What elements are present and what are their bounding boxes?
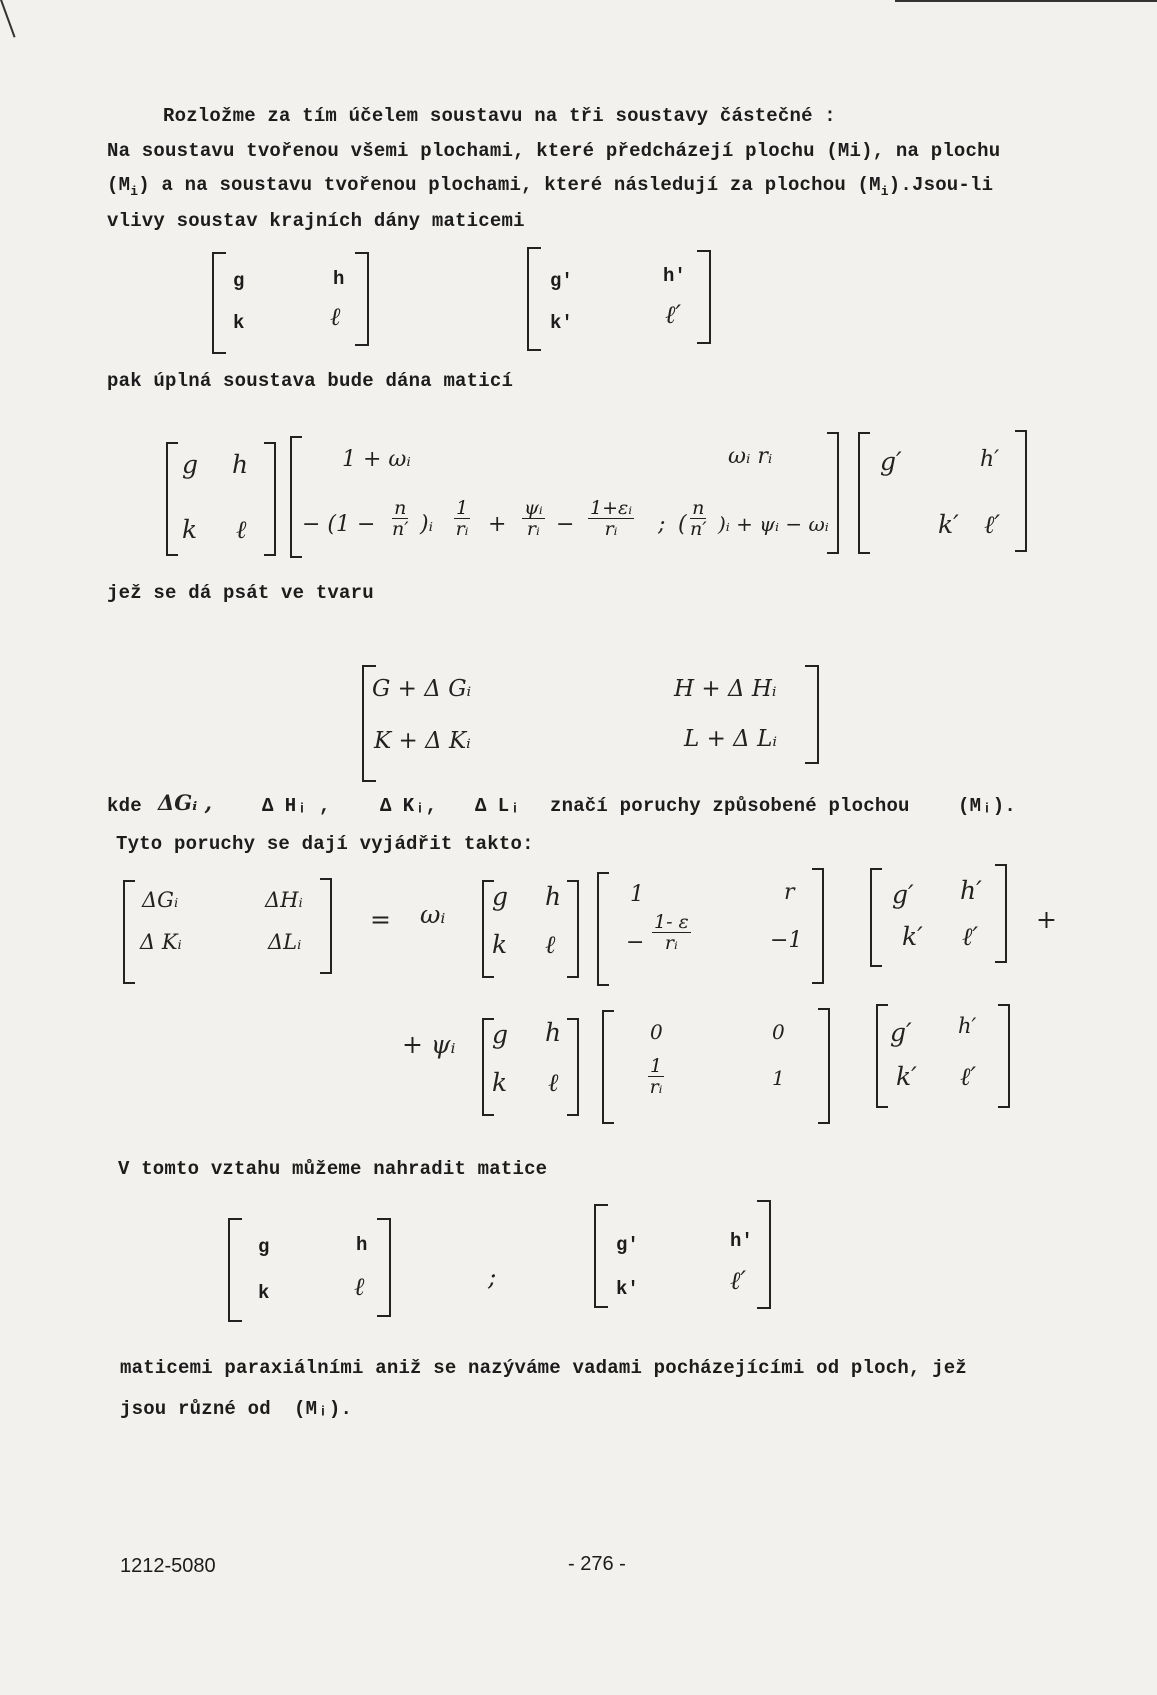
eq3-a-right-bracket (567, 880, 579, 978)
eq1-right-b-bracket (858, 432, 870, 554)
eq4-a-g: g (492, 1020, 509, 1049)
eq1-m21-post: )ᵢ (420, 512, 434, 537)
eq4-a-k: k (492, 1068, 508, 1097)
eq3-mid-right-bracket (812, 868, 824, 984)
matrix-a-g: g (233, 270, 245, 292)
eq4-mid-b: 0 (772, 1020, 785, 1044)
eq3-mid-c-minus: − (626, 930, 645, 955)
eq2-d: L + Δ Lᵢ (684, 726, 777, 752)
document-code: 1212-5080 (120, 1555, 216, 1577)
eq3-mid-a: 1 (630, 882, 644, 907)
eq3-omega: ωᵢ (420, 900, 446, 929)
eq2-a: G + Δ Gᵢ (372, 676, 472, 702)
scan-edge-corner (0, 0, 16, 38)
final-a-k: k (258, 1282, 270, 1304)
eq3-equals: = (370, 905, 391, 934)
eq1-mid-left-bracket (290, 436, 302, 558)
eq1-frac2: $\frac{\text{ψᵢ}}{\text{rᵢ}}$ (524, 497, 543, 540)
eq1-b-l: ℓ′ (984, 510, 1001, 539)
eq1-m22-frac: $\frac{n}{n'}$ (690, 497, 707, 540)
text-line-9: V tomto vztahu můžeme nahradit matice (118, 1158, 548, 1180)
eq3-mid-d: −1 (770, 928, 803, 953)
final-a-right-bracket (377, 1218, 391, 1317)
final-semicolon: ; (488, 1262, 497, 1291)
final-b-g: g′ (616, 1234, 639, 1256)
eq3-mid-left-bracket (597, 872, 609, 986)
matrix-b-h: h′ (663, 265, 686, 287)
page-number: - 276 - (568, 1553, 626, 1575)
eq1-minus: − (556, 512, 575, 537)
eq1-a-g: g (182, 450, 199, 479)
eq1-a-h: h (232, 450, 249, 479)
final-b-right-bracket (757, 1200, 771, 1309)
eq1-plus: + (488, 512, 507, 537)
def-dH: Δ Hᵢ , (262, 795, 331, 817)
eq1-frac1: $\frac{1}{\text{rᵢ}}$ (455, 497, 469, 540)
eq3-b-k: k′ (902, 922, 923, 951)
matrix-a-right-bracket (355, 252, 369, 346)
eq3-a-l: ℓ (545, 930, 556, 959)
eq2-right-bracket (805, 665, 819, 764)
final-b-l: ℓ′ (730, 1266, 747, 1295)
eq1-m22-pre: ( (678, 512, 687, 537)
eq4-b-h: h′ (958, 1014, 977, 1038)
matrix-a-l: ℓ (330, 302, 341, 331)
eq3-lhs-c: Δ Kᵢ (140, 930, 182, 954)
scan-edge-top (895, 0, 1157, 2)
eq3-lhs-left-bracket (123, 880, 135, 984)
eq1-sep: ; (658, 512, 666, 537)
matrix-b-left-bracket (527, 247, 541, 351)
text-line-11: jsou různé od (Mᵢ). (120, 1398, 353, 1420)
eq3-b-l: ℓ′ (962, 922, 979, 951)
eq3-a-g: g (492, 882, 509, 911)
eq4-a-h: h (545, 1018, 562, 1047)
matrix-b-right-bracket (697, 250, 711, 344)
text-line-10: maticemi paraxiálními aniž se nazýváme vadami pocházejícími od ploch, jež (120, 1357, 967, 1379)
text-line-7-rest: značí poruchy způsobené plochou (550, 795, 910, 817)
text-line-3: $(M_i)$ a na soustavu tvořenou plochami, které následují za plochou $(M_i).Jsou-li$ (107, 174, 994, 199)
eq3-lhs-right-bracket (320, 878, 332, 974)
eq1-b-h: h′ (980, 447, 1000, 472)
eq3-plus-end: + (1036, 905, 1057, 934)
eq1-left-a-bracket-r (264, 442, 276, 556)
text-line-8: Tyto poruchy se dají vyjádřit takto: (116, 833, 534, 855)
eq1-frac3: $\frac{\text{1+εᵢ}}{\text{rᵢ}}$ (590, 497, 633, 540)
def-dG: ΔGᵢ , (158, 790, 212, 815)
text-line-2: Na soustavu tvořenou všemi plochami, které předcházejí plochu (Mi), na plochu (107, 140, 1001, 162)
final-a-g: g (258, 1236, 270, 1258)
eq1-m12: ωᵢ rᵢ (728, 444, 773, 469)
def-Mi: (Mᵢ). (958, 795, 1017, 817)
text-line-5: pak úplná soustava bude dána maticí (107, 370, 514, 392)
eq3-b-g: g′ (892, 880, 914, 909)
eq4-b-k: k′ (896, 1062, 917, 1091)
eq3-lhs-b: ΔHᵢ (265, 888, 303, 912)
eq1-m11: 1 + ωᵢ (342, 447, 411, 472)
eq3-b-right-bracket (995, 864, 1007, 963)
matrix-a-k: k (233, 312, 245, 334)
final-b-k: k′ (616, 1278, 639, 1300)
eq3-b-left-bracket (870, 868, 882, 967)
matrix-b-k: k′ (550, 312, 573, 334)
eq3-lhs-d: ΔLᵢ (268, 930, 302, 954)
matrix-b-l: ℓ′ (665, 300, 682, 329)
text-line-6: jež se dá psát ve tvaru (107, 582, 374, 604)
eq1-b-k: k′ (938, 510, 959, 539)
eq2-c: K + Δ Kᵢ (374, 728, 471, 754)
eq1-m22-post: )ᵢ + ψᵢ − ωᵢ (718, 512, 829, 536)
text-line-1: Rozložme za tím účelem soustavu na tři soustavy částečné : (163, 105, 836, 127)
eq3-a-k: k (492, 930, 508, 959)
eq1-a-k: k (182, 515, 198, 544)
closing-Mi: (Mᵢ). (294, 1398, 353, 1420)
eq4-b-l: ℓ′ (960, 1062, 977, 1091)
eq4-b-left-bracket (876, 1004, 888, 1108)
eq4-mid-left-bracket (602, 1010, 614, 1124)
final-a-left-bracket (228, 1218, 242, 1322)
final-b-left-bracket (594, 1204, 608, 1308)
matrix-b-g: g′ (550, 270, 573, 292)
eq3-lhs-a: ΔGᵢ (142, 888, 179, 912)
eq1-right-b-bracket-r (1015, 430, 1027, 552)
eq3-mid-b: r (784, 880, 795, 905)
eq4-b-g: g′ (890, 1018, 912, 1047)
final-a-l: ℓ (354, 1272, 365, 1301)
eq4-psi: + ψᵢ (402, 1030, 456, 1059)
matrix-a-left-bracket (212, 252, 226, 354)
eq3-a-h: h (545, 882, 562, 911)
eq4-b-right-bracket (998, 1004, 1010, 1108)
final-a-h: h (356, 1234, 368, 1256)
eq4-mid-a: 0 (650, 1020, 663, 1044)
eq4-mid-c-frac: $\frac{1}{\text{rᵢ}}$ (649, 1055, 663, 1098)
eq4-a-right-bracket (567, 1018, 579, 1116)
eq1-m21-frac: $\frac{n}{n'}$ (392, 497, 409, 540)
def-dK: Δ Kᵢ, (380, 795, 438, 817)
eq2-b: H + Δ Hᵢ (674, 676, 777, 702)
eq3-b-h: h′ (960, 876, 982, 905)
eq1-m21-pre: − (1 − (302, 512, 376, 537)
def-dL: Δ Lᵢ (475, 795, 521, 817)
text-line-4: vlivy soustav krajních dány maticemi (107, 210, 525, 232)
eq4-mid-d: 1 (772, 1066, 785, 1090)
eq4-mid-right-bracket (818, 1008, 830, 1124)
eq1-b-g: g′ (880, 447, 902, 476)
final-b-h: h′ (730, 1230, 753, 1252)
eq3-mid-c-frac: $\frac{1- \varepsilon}{\text{rᵢ}}$ (654, 911, 689, 954)
eq4-a-l: ℓ (548, 1068, 559, 1097)
matrix-a-h: h (333, 268, 345, 290)
eq1-a-l: ℓ (236, 515, 247, 544)
eq1-left-a-bracket (166, 442, 178, 556)
text-line-7-kde: kde (107, 795, 142, 817)
